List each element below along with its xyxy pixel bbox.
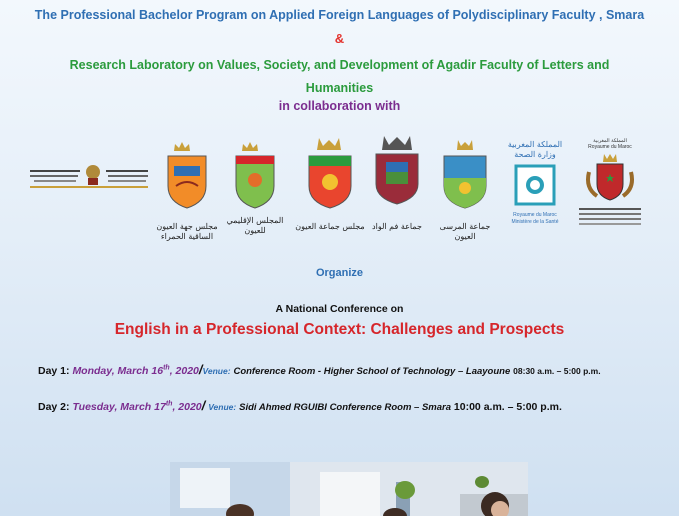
day-2-date-suffix: th: [165, 400, 173, 408]
provincial-crest-icon: [220, 140, 290, 210]
health-caption-2: Ministère de la Santé: [511, 219, 559, 225]
arms-top-fr: Royaume du Maroc: [588, 144, 632, 150]
health-top-ar-2: وزارة الصحة: [514, 150, 556, 159]
provincial-council-crest-logo: [220, 140, 290, 250]
city-crest-icon: [295, 134, 365, 210]
day-2-place: Sidi Ahmed RGUIBI Conference Room – Smara: [239, 402, 451, 413]
kingdom-coat-of-arms-logo: [575, 138, 645, 248]
header-program: The Professional Bachelor Program on Applied Foreign Languages of Polydisciplinary Faculty , Smara: [34, 8, 645, 22]
collaboration-label: in collaboration with: [278, 99, 401, 113]
partner-logos: [0, 128, 679, 248]
day-2-venue-label: Venue:: [208, 402, 237, 412]
header-laboratory: [0, 54, 679, 100]
day-1-label: Day 1:: [38, 365, 70, 377]
conference-title: English in a Professional Context: Challenges and Prospects: [114, 321, 565, 338]
day-1-schedule: Day 1: Monday, March 16th, 2020/Venue: Conference Room - Higher School of Technology – Laayoune 08:30 a.m. – 5:00 p.m.: [38, 362, 601, 377]
coat-of-arms-icon: [575, 152, 645, 206]
city-council-crest-logo: [295, 134, 365, 244]
health-emblem-icon: [500, 162, 570, 212]
provincial-caption-2: للعيون: [244, 226, 266, 235]
day-2-label: Day 2:: [38, 401, 70, 413]
region-crest-orange-logo: [152, 140, 222, 250]
el-marsa-crest-icon: [430, 138, 500, 212]
day-1-place: Conference Room - Higher School of Technology – Laayoune: [233, 366, 511, 377]
day-1-year: , 2020: [169, 365, 199, 377]
foum-el-oued-caption: جماعة فم الواد: [372, 222, 422, 231]
office-photo: [170, 462, 528, 516]
provincial-caption-1: المجلس الإقليمي: [226, 216, 284, 225]
region-caption-1: مجلس جهة العيون: [156, 222, 218, 231]
university-crest-logo: [30, 158, 150, 194]
university-crest-icon: [30, 158, 150, 194]
el-marsa-caption: جماعة المرسى العيون: [439, 222, 491, 241]
health-top-ar-1: المملكة المغربية: [507, 140, 563, 149]
day-1-time: 08:30 a.m. – 5:00 p.m.: [513, 366, 601, 376]
day-2-year: , 2020: [172, 401, 202, 413]
el-marsa-crest-logo: [430, 138, 500, 248]
organize-label: Organize: [315, 267, 364, 279]
day-2-schedule: Day 2: Tuesday, March 17th, 2020/ Venue: Sidi Ahmed RGUIBI Conference Room – Smara 10:00 a.m. – 5:00 p.m.: [38, 398, 562, 413]
day-1-venue-label: Venue:: [202, 366, 231, 376]
region-caption-2: الساقية الحمراء: [160, 232, 214, 241]
header-laboratory-line1: Research Laboratory on Values, Society, and Development of Agadir Faculty of Letters and: [69, 58, 610, 72]
day-1-date: Monday, March 16: [72, 365, 164, 377]
arms-top-ar: المملكة المغربية: [593, 138, 627, 144]
header-laboratory-line2: Humanities: [305, 81, 374, 95]
city-caption: مجلس جماعة العيون: [295, 222, 365, 231]
conference-intro: A National Conference on: [275, 303, 404, 315]
ministry-of-health-logo: [500, 138, 570, 248]
office-photo-image: [170, 462, 528, 516]
day-2-time: 10:00 a.m. – 5:00 p.m.: [453, 401, 562, 413]
day-2-date: Tuesday, March 17: [72, 401, 166, 413]
day-1-date-suffix: th: [163, 364, 170, 372]
foum-el-oued-crest-icon: [362, 132, 432, 208]
header-ampersand: &: [334, 31, 345, 46]
foum-el-oued-crest-logo: [362, 132, 432, 242]
region-crest-icon: [152, 140, 222, 210]
health-caption-1: Royaume du Maroc: [513, 212, 557, 218]
